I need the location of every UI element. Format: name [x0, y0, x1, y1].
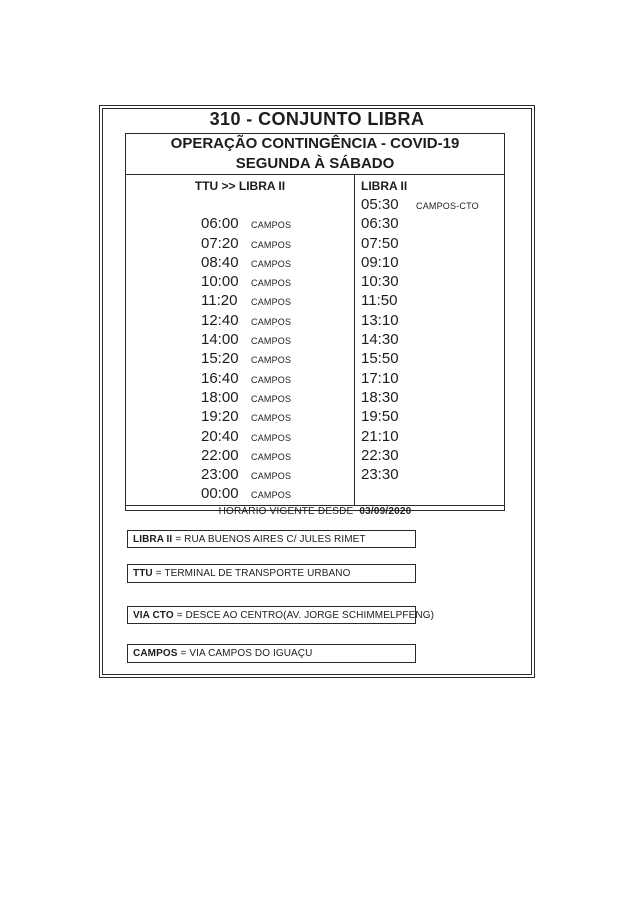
ttu-cell [126, 428, 355, 447]
ttu-cell [126, 331, 355, 350]
route-title: 310 - CONJUNTO LIBRA [209, 109, 425, 129]
departure-time-libra: 11:50 [361, 292, 398, 310]
departure-note-ttu: CAMPOS [251, 432, 292, 443]
schedule-row [126, 254, 504, 273]
legend-definition: = RUA BUENOS AIRES C/ JULES RIMET [175, 533, 366, 545]
legend-term: VIA CTO [133, 609, 174, 621]
departure-time-libra: 18:30 [361, 388, 399, 406]
ttu-cell [126, 447, 355, 466]
libra-cell [355, 408, 504, 427]
legend-box-ttu [127, 564, 416, 583]
ttu-cell [126, 196, 355, 215]
libra-cell [355, 273, 504, 292]
departure-time-libra: 06:30 [361, 215, 399, 233]
departure-note-ttu: CAMPOS [251, 471, 292, 482]
libra-cell [355, 389, 504, 408]
legend-box-viacto [127, 606, 435, 624]
schedule-row [126, 235, 504, 254]
libra-cell [355, 235, 504, 254]
libra-cell [355, 350, 504, 369]
libra-cell [355, 466, 504, 485]
departure-time-libra: 19:50 [361, 408, 399, 426]
ttu-cell [126, 408, 355, 427]
legend-term: CAMPOS [133, 648, 178, 659]
departure-time-libra: 14:30 [361, 331, 399, 349]
libra-cell [355, 370, 504, 389]
departure-time-libra: 22:30 [361, 446, 399, 464]
validity-label: HORÁRIO VIGENTE DESDE [218, 505, 354, 517]
departure-time-libra: 17:10 [361, 369, 399, 387]
libra-cell [355, 215, 504, 234]
ttu-cell [126, 370, 355, 389]
departure-note-ttu: CAMPOS [251, 336, 292, 347]
libra-cell [355, 292, 504, 311]
departure-time-ttu: 07:20 [201, 234, 239, 252]
legend-box-campos [127, 644, 416, 663]
schedule-row [126, 466, 504, 485]
schedule-row [126, 331, 504, 350]
departure-time-libra: 21:10 [361, 427, 399, 445]
ttu-cell [126, 215, 355, 234]
departure-time-ttu: 20:40 [201, 427, 239, 445]
departure-note-ttu: CAMPOS [251, 490, 292, 501]
departure-note-ttu: CAMPOS [251, 374, 292, 385]
departure-note-ttu: CAMPOS [251, 258, 292, 269]
departure-time-libra: 09:10 [361, 253, 399, 271]
ttu-cell [126, 389, 355, 408]
departure-note-ttu: CAMPOS [251, 239, 292, 250]
departure-time-ttu: 19:20 [201, 408, 239, 426]
libra-cell [355, 196, 504, 215]
schedule-row [126, 485, 504, 504]
departure-note-ttu: CAMPOS [251, 355, 292, 366]
departure-time-ttu: 06:00 [201, 215, 239, 233]
departure-time-ttu: 10:00 [201, 273, 239, 291]
days-line: SEGUNDA À SÁBADO [235, 155, 395, 172]
departure-note-ttu: CAMPOS [251, 297, 292, 308]
departure-time-libra: 23:30 [361, 466, 399, 484]
schedule-row [126, 447, 504, 466]
legend-term: LIBRA II [133, 533, 173, 545]
departure-time-ttu: 14:00 [201, 331, 239, 349]
departure-time-ttu: 15:20 [201, 350, 239, 368]
departure-time-ttu: 12:40 [201, 311, 239, 329]
ttu-cell [126, 485, 355, 504]
ttu-cell [126, 254, 355, 273]
departure-note-ttu: CAMPOS [251, 393, 292, 404]
departure-time-libra: 13:10 [361, 311, 399, 329]
departure-time-libra: 10:30 [361, 273, 399, 291]
ttu-cell [126, 292, 355, 311]
schedule-row [126, 196, 504, 215]
ttu-cell [126, 235, 355, 254]
departure-time-ttu: 11:20 [201, 292, 238, 310]
validity-date: 03/09/2020 [359, 505, 412, 517]
departure-time-libra: 07:50 [361, 234, 399, 252]
outer-frame [99, 105, 535, 678]
ttu-cell [126, 350, 355, 369]
schedule-row [126, 428, 504, 447]
departure-time-ttu: 16:40 [201, 369, 239, 387]
departure-note-libra: CAMPOS-CTO [416, 201, 479, 211]
libra-cell [355, 254, 504, 273]
libra-cell [355, 331, 504, 350]
legend-term: TTU [133, 568, 153, 579]
column-header-ttu: TTU >> LIBRA II [126, 175, 355, 196]
schedule-row [126, 370, 504, 389]
validity-note [126, 505, 504, 517]
schedule-rows [126, 196, 504, 505]
departure-note-ttu: CAMPOS [251, 413, 292, 424]
departure-time-ttu: 08:40 [201, 253, 239, 271]
departure-note-ttu: CAMPOS [251, 451, 292, 462]
schedule-row [126, 389, 504, 408]
departure-time-ttu: 00:00 [201, 485, 239, 503]
libra-cell [355, 447, 504, 466]
ttu-cell [126, 273, 355, 292]
timetable [125, 133, 505, 517]
departure-time-ttu: 18:00 [201, 388, 239, 406]
ttu-cell [126, 466, 355, 485]
schedule-row [126, 408, 504, 427]
column-header-libra: LIBRA II [361, 179, 408, 193]
departure-time-libra: 05:30 [361, 196, 399, 213]
departure-note-ttu: CAMPOS [251, 220, 292, 231]
departure-time-ttu: 23:00 [201, 466, 239, 484]
legend-definition: = TERMINAL DE TRANSPORTE URBANO [155, 568, 351, 579]
libra-cell [355, 485, 504, 504]
departure-time-ttu: 22:00 [201, 446, 239, 464]
departure-time-libra: 15:50 [361, 350, 399, 368]
legend-definition: = VIA CAMPOS DO IGUAÇU [180, 648, 313, 659]
contingency-line: OPERAÇÃO CONTINGÊNCIA - COVID-19 [170, 135, 460, 152]
timetable-header [126, 134, 504, 175]
libra-cell [355, 428, 504, 447]
schedule-row [126, 312, 504, 331]
schedule-row [126, 273, 504, 292]
legend-definition: = DESCE AO CENTRO(AV. JORGE SCHIMMELPFENG) [176, 609, 435, 621]
ttu-cell [126, 312, 355, 331]
schedule-row [126, 292, 504, 311]
legend-box-libra [127, 530, 416, 548]
schedule-row [126, 215, 504, 234]
libra-cell [355, 312, 504, 331]
departure-note-ttu: CAMPOS [251, 316, 292, 327]
column-headers [126, 175, 504, 196]
schedule-row [126, 350, 504, 369]
departure-note-ttu: CAMPOS [251, 278, 292, 289]
